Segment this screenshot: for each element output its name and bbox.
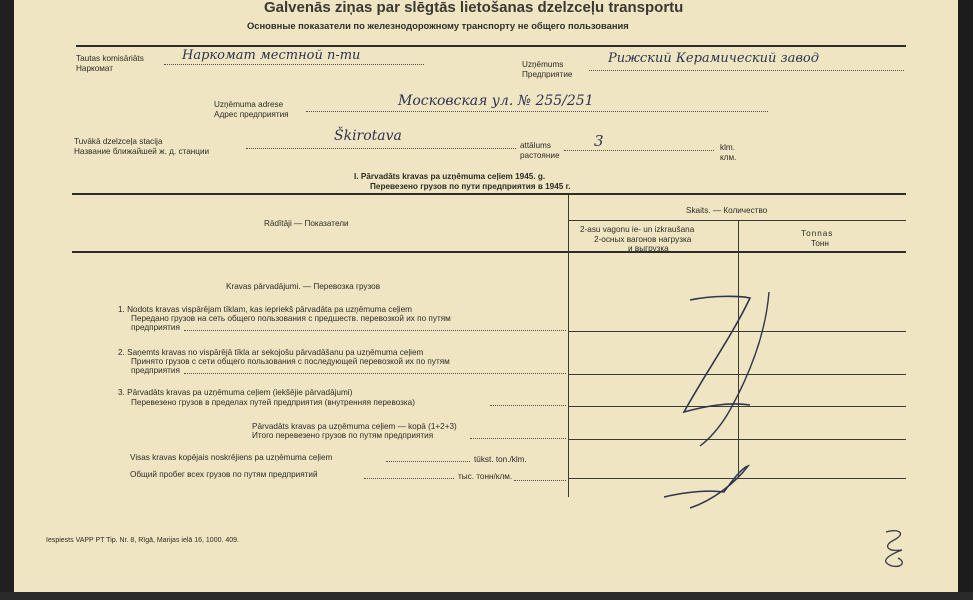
mileage-lv-unit: tūkst. ton./klm. (474, 455, 527, 464)
enterprise-value: Рижский Керамический завод (608, 51, 819, 66)
address-label-lv: Uzņēmuma adrese (214, 100, 284, 109)
row-2-ru-cont: предприятия (131, 366, 180, 375)
mileage-ru-unit: тыс. тонн/клм. (458, 472, 513, 481)
row-1-ru: Передано грузов на сеть общего пользования с предшеств. перевозкой их по путям (131, 314, 451, 323)
station-value: Škirotava (334, 128, 402, 144)
handwritten-strike-marks (14, 0, 958, 592)
strike-mark-upper (684, 296, 750, 412)
col-header-tonnes-ru: Тонн (811, 239, 829, 248)
distance-unit-lv: klm. (720, 143, 736, 152)
section-heading-ru: Перевезено грузов по пути предприятия в 1945 г. (370, 182, 571, 191)
total-ru: Итого перевезено грузов по путям предприятия (252, 431, 434, 440)
title-russian: Основные показатели по железнодорожному транспорту не общего пользования (247, 20, 629, 31)
distance-value: 3 (594, 132, 604, 150)
enterprise-label-lv: Uzņēmums (522, 60, 564, 69)
col-header-wagons-1: 2-asu vagonu ie- un izkraušana (580, 225, 695, 234)
commissariat-label-lv: Tautas komisāriāts (76, 54, 144, 63)
distance-unit-ru: клм. (720, 153, 737, 162)
station-label-ru: Название ближайшей ж. д. станции (74, 147, 210, 156)
total-lv: Pārvadāts kravas pa uzņēmuma ceļiem — kopā (1+2+3) (252, 422, 457, 431)
commissariat-label-ru: Наркомат (76, 64, 113, 73)
row-2-ru: Принято грузов с сети общего пользования с последующей перевозкой их по путям (131, 357, 450, 366)
corner-pen-mark (886, 531, 903, 567)
row-3-lv: 3. Pārvadāts kravas pa uzņēmuma ceļiem (iekšējie pārvadājumi) (118, 388, 353, 397)
distance-label-lv: attālums (520, 141, 551, 150)
row-1-ru-cont: предприятия (131, 323, 180, 332)
enterprise-label-ru: Предприятие (522, 70, 573, 79)
title-latvian: Galvenās ziņas par slēgtās lietošanas dzelzceļu transportu (264, 0, 684, 16)
mileage-lv: Visas kravas kopējais noskrējiens pa uzņēmuma ceļiem (130, 453, 333, 462)
scan-edge-right (958, 0, 973, 600)
row-1-lv: 1. Nodots kravas vispārējam tīklam, kas iepriekš pārvadāta pa uzņēmuma ceļiem (118, 305, 412, 314)
scan-edge-left (0, 0, 14, 600)
address-value: Московская ул. № 255/251 (398, 93, 594, 109)
address-label-ru: Адрес предприятия (214, 110, 289, 119)
row-3-ru: Перевезено грузов в пределах путей предприятия (внутренняя перевозка) (131, 398, 415, 407)
station-label-lv: Tuvākā dzelzceļa stacija (74, 137, 163, 146)
col-header-wagons-2: 2-осных вагонов нагрузка (594, 235, 692, 244)
col-header-tonnes-lv: Tonnas (801, 229, 834, 238)
row-2-lv: 2. Saņemts kravas no vispārējā tīkla ar sekojošu pārvadāšanu pa uzņēmuma ceļiem (118, 348, 424, 357)
mileage-ru: Общий пробег всех грузов по путям предприятий (130, 470, 318, 479)
group-title: Kravas pārvadājumi. — Перевозка грузов (226, 282, 381, 291)
col-header-quantity: Skaits. — Количество (686, 206, 768, 215)
distance-label-ru: растояние (520, 151, 560, 160)
printer-imprint: Iespiests VAPP PT Tip. Nr. 8, Rīgā, Marijas ielā 16, 1000. 409. (46, 537, 239, 544)
commissariat-value: Наркомат местной п-ти (182, 48, 361, 63)
scan-edge-bottom (0, 592, 973, 600)
col-header-indicator: Rādītāji — Показатели (264, 219, 349, 228)
form-page (14, 0, 958, 592)
section-heading-lv: I. Pārvadāts kravas pa uzņēmuma ceļiem 1945. g. (354, 172, 546, 181)
strike-mark-lower (664, 466, 748, 508)
col-header-wagons-3: и выгрузка (628, 244, 669, 253)
